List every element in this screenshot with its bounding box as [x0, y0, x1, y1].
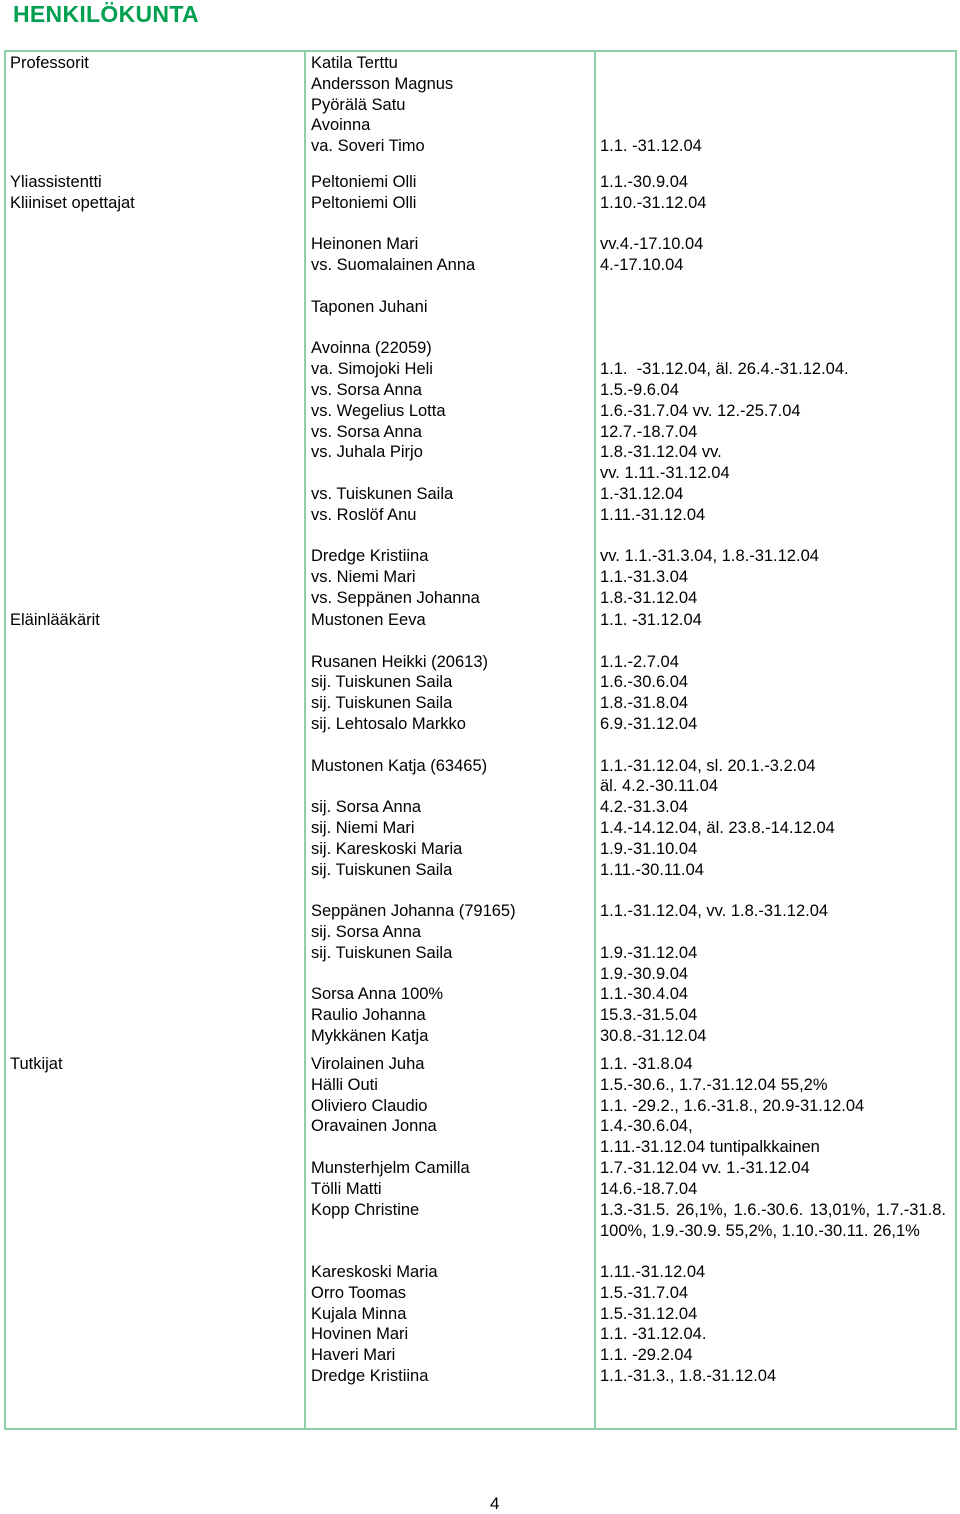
dates-professorit: 1.1. -31.12.04 [600, 137, 702, 156]
dates-tutkijat-b: 1.11.-31.12.04 1.5.-31.7.04 1.5.-31.12.04 1.1. -31.12.04. 1.1. -29.2.04 1.1.-31.3., 1.8.-31.12.04 [600, 1263, 777, 1385]
page-number: 4 [490, 1494, 500, 1513]
names-elainlaakarit: Mustonen Eeva Rusanen Heikki (20613) sij. Tuiskunen Saila sij. Tuiskunen Saila sij. Lehtosalo Markko Mustonen Katja (63465) sij. Sorsa Anna sij. Niemi Mari sij. Kareskoski Maria sij. Tuiskunen Saila Seppänen Johanna (79165) sij. Sorsa Anna sij. Tuiskunen Saila Sorsa Anna 100% Raulio Johanna Mykkänen Katja [311, 611, 516, 1045]
column-divider-2 [594, 52, 596, 1428]
names-tutkijat-a: Virolainen Juha Hälli Outi Oliviero Claudio Oravainen Jonna Munsterhjelm Camilla Tölli Matti Kopp Christine [311, 1055, 470, 1219]
names-assistentit: Peltoniemi Olli Peltoniemi Olli Heinonen Mari vs. Suomalainen Anna Taponen Juhani Avoinna (22059) va. Simojoki Heli vs. Sorsa Anna vs. Wegelius Lotta vs. Sorsa Anna vs. Juhala Pirjo vs. Tuiskunen Saila vs. Roslöf Anu Dredge Kristiina vs. Niemi Mari vs. Seppänen Johanna [311, 173, 480, 607]
names-tutkijat-b: Kareskoski Maria Orro Toomas Kujala Minna Hovinen Mari Haveri Mari Dredge Kristiina [311, 1263, 438, 1385]
dates-kopp: 1.3.-31.5. 26,1%, 1.6.-30.6. 13,01%, 1.7.-31.8. 100%, 1.9.-30.9. 55,2%, 1.10.-30.11. 26,1% [600, 1201, 946, 1240]
category-assistentit: Yliassistentti Kliiniset opettajat [10, 173, 135, 212]
category-elainlaakarit: Eläinlääkärit [10, 611, 100, 629]
column-divider-1 [304, 52, 306, 1428]
category-professorit: Professorit [10, 54, 89, 72]
category-tutkijat: Tutkijat [10, 1055, 63, 1073]
dates-elainlaakarit: 1.1. -31.12.04 1.1.-2.7.04 1.6.-30.6.04 1.8.-31.8.04 6.9.-31.12.04 1.1.-31.12.04, sl. 20.1.-3.2.04 äl. 4.2.-30.11.04 4.2.-31.3.04 1.4.-14.12.04, äl. 23.8.-14.12.04 1.9.-31.10.04 1.11.-30.11.04 1.1.-31.12.04, vv. 1.8.-31.12.04 1.9.-31.12.04 1.9.-30.9.04 1.1.-30.4.04 15.3.-31.5.04 30.8.-31.12.04 [600, 611, 835, 1045]
dates-tutkijat-a: 1.1. -31.8.04 1.5.-30.6., 1.7.-31.12.04 55,2% 1.1. -29.2., 1.6.-31.8., 20.9-31.12.04 1.4.-30.6.04, 1.11.-31.12.04 tuntipalkkainen 1.7.-31.12.04 vv. 1.-31.12.04 14.6.-18.7.04 [600, 1055, 865, 1198]
names-professorit: Katila Terttu Andersson Magnus Pyörälä Satu Avoinna va. Soveri Timo [311, 54, 454, 156]
dates-assistentit: 1.1.-30.9.04 1.10.-31.12.04 vv.4.-17.10.04 4.-17.10.04 1.1. -31.12.04, äl. 26.4.-31.12.04. 1.5.-9.6.04 1.6.-31.7.04 vv. 12.-25.7.04 12.7.-18.7.04 1.8.-31.12.04 vv. vv. 1.11.-31.12.04 1.-31.12.04 1.11.-31.12.04 vv. 1.1.-31.3.04, 1.8.-31.12.04 1.1.-31.3.04 1.8.-31.12.04 [600, 173, 849, 607]
page-title: HENKILÖKUNTA [13, 1, 199, 27]
